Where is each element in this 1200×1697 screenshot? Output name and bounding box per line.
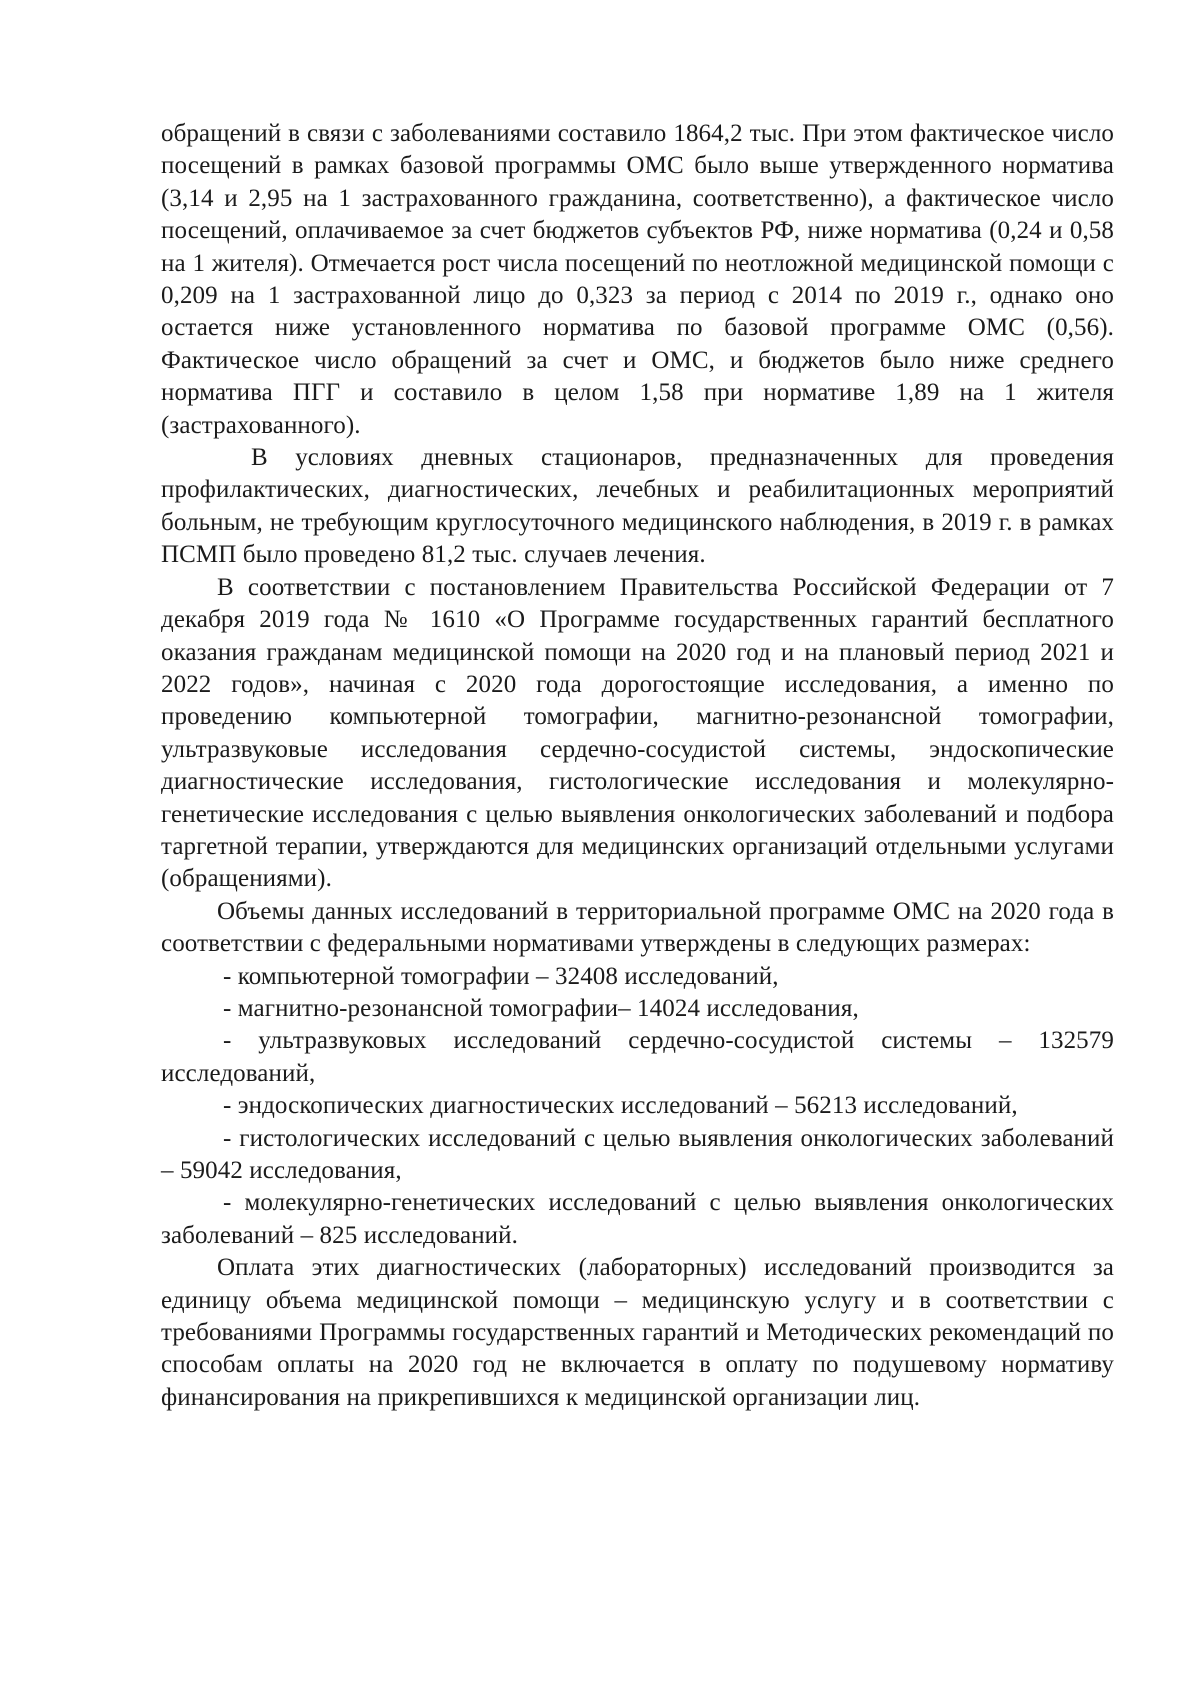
paragraph-day-hospitals: В условиях дневных стационаров, предназначенных для проведения профилактических, диагностических, лечебных и реабилитационных мероприятий больным, не требующим круглосуточного медицинского наблюдения, в 2019 г. в рамках ПСМП было проведено 81,2 тыс. случаев лечения.	[161, 444, 1114, 569]
paragraph-payment: Оплата этих диагностических (лабораторных) исследований производится за единицу объема медицинской помощи – медицинскую услугу и в соответствии с требованиями Программы государственных гарантий и Методических рекомендаций по способам оплаты на 2020 год не включается в оплату по подушевому нормативу финансирования на прикрепившихся к медицинской организации лиц.	[161, 1254, 1114, 1411]
document-body	[161, 118, 1114, 1414]
list-item-histology: - гистологических исследований с целью выявления онкологических заболеваний – 59042 исследования,	[161, 1124, 1114, 1184]
list-item-ct: - компьютерной томографии – 32408 исследований,	[223, 962, 779, 990]
paragraph-visits: обращений в связи с заболеваниями составило 1864,2 тыс. При этом фактическое число посещений в рамках базовой программы ОМС было выше утвержденного норматива (3,14 и 2,95 на 1 застрахованного гражданина, соответственно), а фактическое число посещений, оплачиваемое за счет бюджетов субъектов РФ, ниже норматива (0,24 и 0,58 на 1 жителя). Отмечается рост числа посещений по неотложной медицинской помощи с 0,209 на 1 застрахованной лицо до 0,323 за период с 2014 по 2019 г., однако оно остается ниже установленного норматива по базовой программе ОМС (0,56). Фактическое число обращений за счет и ОМС, и бюджетов было ниже среднего норматива ПГГ и составило в целом 1,58 при нормативе 1,89 на 1 жителя (застрахованного).	[161, 120, 1114, 439]
list-item-ultrasound: - ультразвуковых исследований сердечно-сосудистой системы – 132579 исследований,	[161, 1027, 1114, 1087]
list-item-endoscopy: - эндоскопических диагностических исследований – 56213 исследований,	[223, 1092, 1018, 1120]
list-item-mri: - магнитно-резонансной томографии– 14024 исследования,	[223, 994, 859, 1022]
paragraph-government-decree: В соответствии с постановлением Правительства Российской Федерации от 7 декабря 2019 года № 1610 «О Программе государственных гарантий бесплатного оказания гражданам медицинской помощи на 2020 год и на плановый период 2021 и 2022 годов», начиная с 2020 года дорогостоящие исследования, а именно по проведению компьютерной томографии, магнитно-резонансной томографии, ультразвуковые исследования сердечно-сосудистой системы, эндоскопические диагностические исследования, гистологические исследования и молекулярно-генетические исследования с целью выявления онкологических заболеваний и подбора таргетной терапии, утверждаются для медицинских организаций отдельными услугами (обращениями).	[161, 573, 1114, 893]
paragraph-volumes-intro: Объемы данных исследований в территориальной программе ОМС на 2020 года в соответствии с федеральными нормативами утверждены в следующих размерах:	[161, 897, 1114, 958]
list-item-molecular-genetic: - молекулярно-генетических исследований с целью выявления онкологических заболеваний – 825 исследований.	[161, 1189, 1114, 1249]
